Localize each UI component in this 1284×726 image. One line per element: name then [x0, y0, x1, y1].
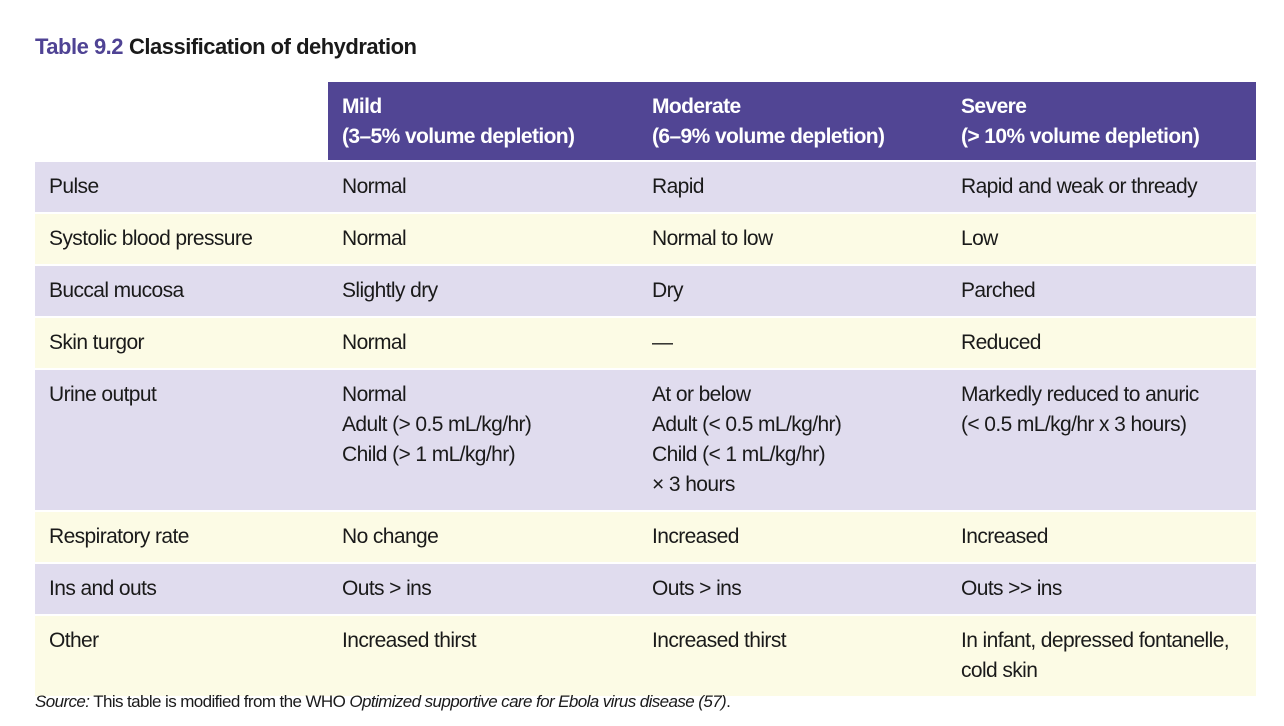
source-reference-title: Optimized supportive care for Ebola virus disease (57)	[349, 692, 727, 711]
table-row	[35, 368, 1256, 510]
table-number: Table 9.2	[35, 34, 124, 59]
table-cell: —	[638, 316, 947, 368]
table-cell: Increased thirst	[328, 614, 638, 696]
table-cell: Normal Adult (> 0.5 mL/kg/hr) Child (> 1 mL/kg/hr)	[328, 368, 638, 510]
table-cell: Rapid	[638, 162, 947, 212]
table-row	[35, 316, 1256, 368]
source-text-end: .	[726, 692, 731, 711]
table-cell: Outs > ins	[638, 562, 947, 614]
table-row	[35, 162, 1256, 212]
table-row	[35, 264, 1256, 316]
table-cell: Outs >> ins	[947, 562, 1256, 614]
table-cell: Increased thirst	[638, 614, 947, 696]
row-label: Ins and outs	[35, 562, 328, 614]
header-cell-mild: Mild (3–5% volume depletion)	[328, 82, 638, 162]
table-header-row	[35, 82, 1256, 162]
header-cell-blank	[35, 82, 328, 162]
table-cell: Normal to low	[638, 212, 947, 264]
table-cell: Rapid and weak or thready	[947, 162, 1256, 212]
row-label: Respiratory rate	[35, 510, 328, 562]
table-row	[35, 614, 1256, 696]
source-label: Source:	[35, 692, 90, 711]
row-label: Systolic blood pressure	[35, 212, 328, 264]
table-cell: In infant, depressed fontanelle, cold skin	[947, 614, 1256, 696]
row-label: Urine output	[35, 368, 328, 510]
table-cell: Reduced	[947, 316, 1256, 368]
header-cell-moderate: Moderate (6–9% volume depletion)	[638, 82, 947, 162]
row-label: Pulse	[35, 162, 328, 212]
row-label: Buccal mucosa	[35, 264, 328, 316]
table-row	[35, 212, 1256, 264]
table-cell: Low	[947, 212, 1256, 264]
table-cell: Outs > ins	[328, 562, 638, 614]
table-title: Classification of dehydration	[129, 34, 417, 59]
row-label: Skin turgor	[35, 316, 328, 368]
header-cell-severe: Severe (> 10% volume depletion)	[947, 82, 1256, 162]
dehydration-table	[35, 82, 1256, 696]
table-cell: Slightly dry	[328, 264, 638, 316]
table-cell: Normal	[328, 212, 638, 264]
table-cell: Normal	[328, 162, 638, 212]
row-label: Other	[35, 614, 328, 696]
table-caption	[35, 34, 416, 60]
source-note	[35, 692, 730, 712]
table-cell: Markedly reduced to anuric (< 0.5 mL/kg/hr x 3 hours)	[947, 368, 1256, 510]
table-cell: Dry	[638, 264, 947, 316]
table-cell: Increased	[947, 510, 1256, 562]
table-cell: Normal	[328, 316, 638, 368]
table-cell: Parched	[947, 264, 1256, 316]
table-cell: No change	[328, 510, 638, 562]
table-row	[35, 510, 1256, 562]
source-text: This table is modified from the WHO	[89, 692, 350, 711]
table-cell: At or below Adult (< 0.5 mL/kg/hr) Child (< 1 mL/kg/hr) × 3 hours	[638, 368, 947, 510]
table-row	[35, 562, 1256, 614]
table-cell: Increased	[638, 510, 947, 562]
